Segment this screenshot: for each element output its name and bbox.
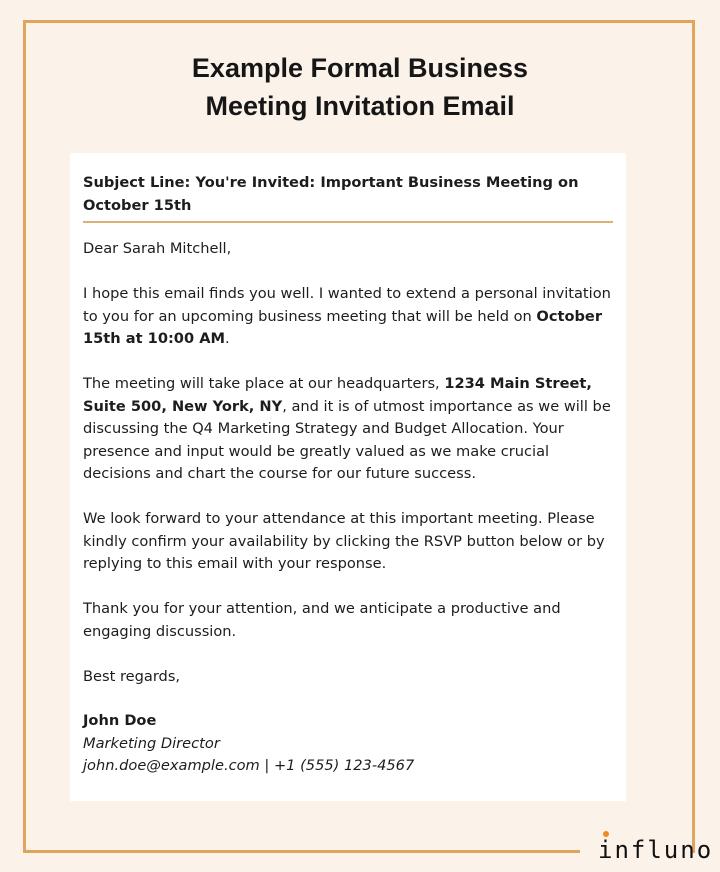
email-greeting: Dear Sarah Mitchell,	[83, 240, 232, 257]
meeting-address: 1234 Main Street, Suite 500, New York, NY	[83, 375, 592, 415]
email-paragraph-2	[83, 373, 614, 486]
email-paragraph-3: We look forward to your attendance at this important meeting. Please kindly confirm your availability by clicking the RSVP button below or by replying to this email with your response.	[83, 510, 605, 572]
frame-bottom-line	[23, 850, 580, 853]
influno-logo	[598, 831, 714, 871]
paragraph-2-end: , and it is of utmost importance as we will be discussing the Q4 Marketing Strategy and Budget Allocation. Your presence and input would be greatly valued as we make crucial decisions and chart the course for our future success.	[83, 397, 611, 482]
paragraph-1-text: I hope this email finds you well. I wanted to extend a personal invitation to you for an upcoming business meeting that will be held on	[83, 285, 611, 325]
logo-text: influno	[598, 836, 714, 864]
signature-title: Marketing Director	[83, 734, 220, 752]
meeting-datetime: October 15th at 10:00 AM	[83, 307, 603, 347]
signature-name: John Doe	[83, 712, 157, 729]
signature-contact: john.doe@example.com | +1 (555) 123-4567	[83, 757, 415, 774]
title-line-2: Meeting Invitation Email	[205, 91, 515, 121]
email-paragraph-4: Thank you for your attention, and we anticipate a productive and engaging discussion.	[83, 600, 561, 640]
paragraph-2-text: The meeting will take place at our headquarters,	[83, 375, 445, 392]
page-title	[60, 49, 660, 125]
email-subject: Subject Line: You're Invited: Important Business Meeting on October 15th	[83, 172, 613, 223]
email-closing: Best regards,	[83, 667, 181, 685]
email-card	[70, 153, 626, 801]
title-line-1: Example Formal Business	[191, 53, 529, 83]
email-paragraph-1	[83, 283, 614, 351]
paragraph-1-end: .	[225, 330, 230, 347]
